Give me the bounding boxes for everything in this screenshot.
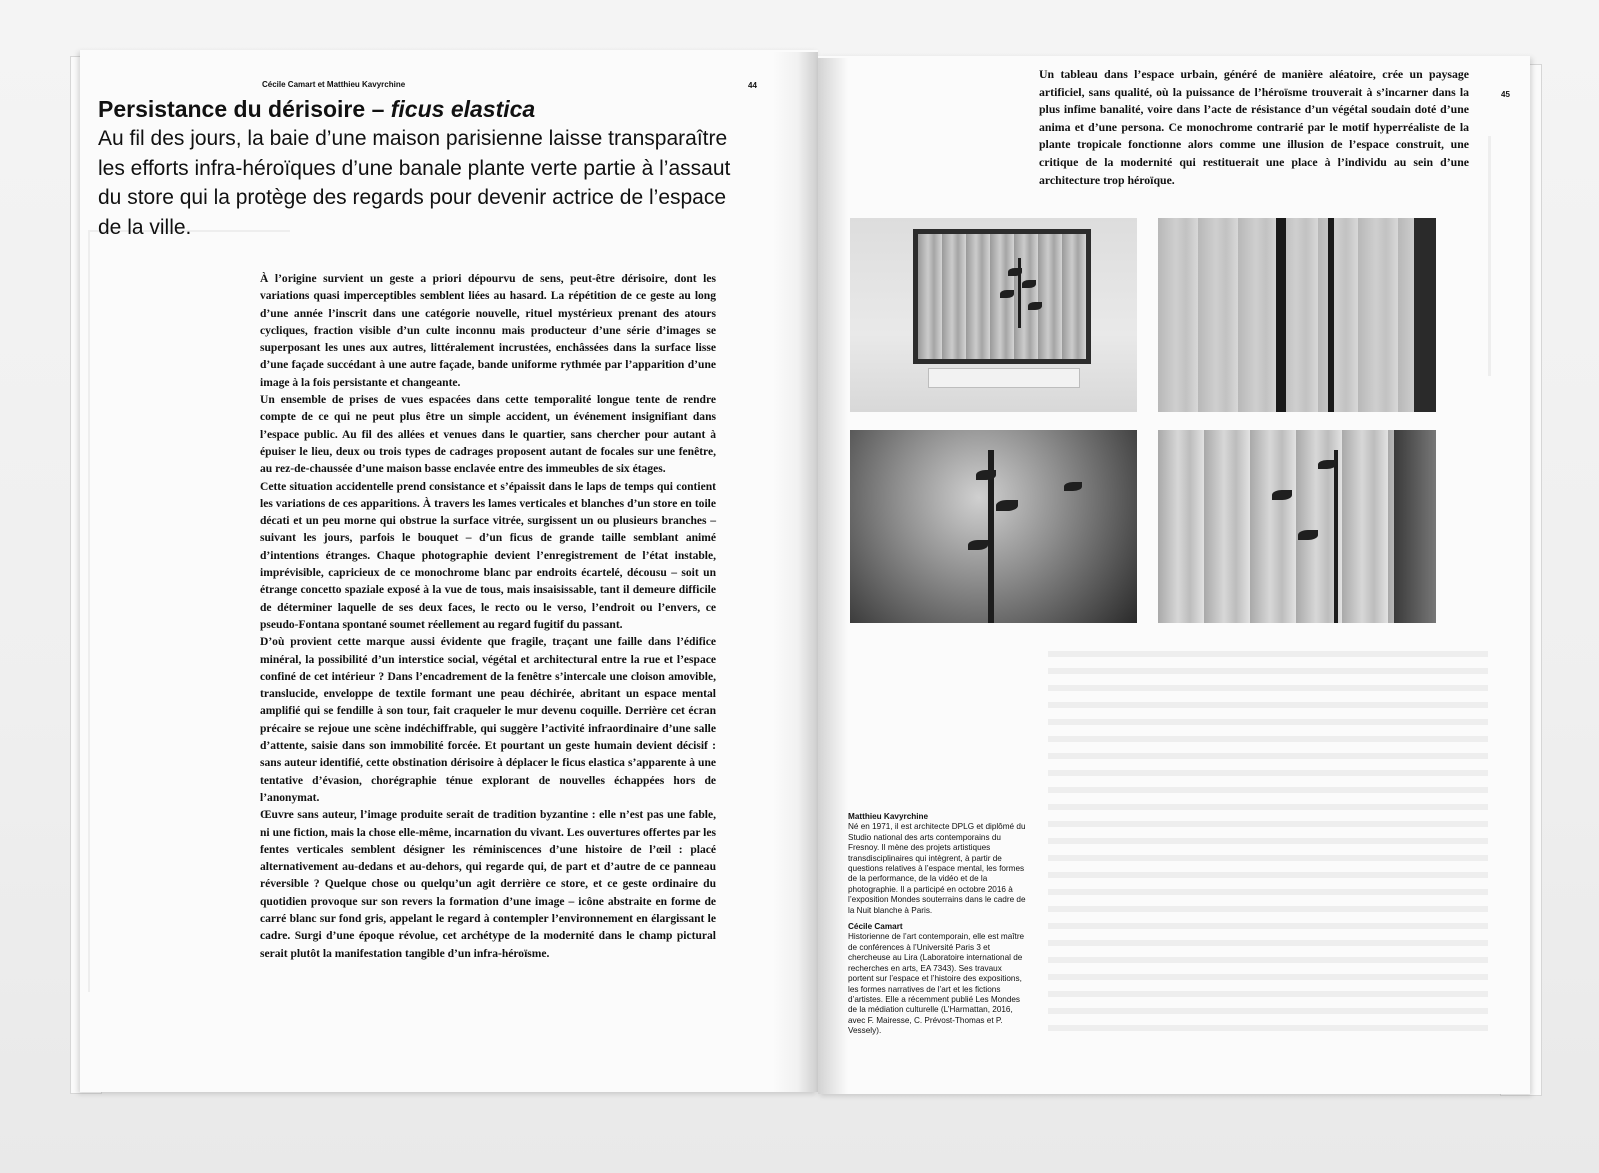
plant-leaf — [1000, 290, 1014, 298]
blind-gap — [1414, 218, 1436, 412]
title-italic: ficus elastica — [390, 96, 536, 122]
plant-leaf — [1064, 482, 1082, 491]
plant-stem — [1334, 450, 1338, 623]
body-paragraph: Cette situation accidentelle prend consistance et s’épaissit dans le laps de temps qui contient les variations de ces apparitions. À travers les lames verticales et blanches d’un store en toile décati et un peu morne qui obstrue la surface vitrée, surgissent un ou plusieurs branches – suivant les jours, parfois le bouquet – d’un ficus de grande taille semblant animé d’intentions étranges. Chaque photographie devient l’enregistrement de l’état instable, imprévisible, capricieux de ce monochrome blanc par endroits écartelé, décousu – soit un étrange concetto spaziale exposé à la vue de tous, mais insaisissable, tant il demeure difficile de déterminer laquelle de ses deux faces, le recto ou le verso, l’endroit ou l’envers, ce pseudo-Fontana spontané soumet réellement au regard fugitif du passant. — [260, 480, 716, 631]
author-bios — [848, 812, 1028, 1043]
body-paragraph: D’où provient cette marque aussi évidente que fragile, traçant une faille dans l’édifice minéral, la possibilité d’un interstice social, végétal et architectural entre la rue et l’espace confiné de cet intérieur ? Dans l’encadrement de la fenêtre s’intercale une cloison amovible, translucide, enveloppe de textile formant une peau déchirée, abritant un espace mental amplifié qui se fendille à son tour, fait craqueler le mur devenu coquille. Derrière cet écran précaire se rejoue une scène indéchiffrable, qui suggère l’activité infraordinaire d’une salle d’attente, saisie dans son immobilité forcée. Et pourtant un geste humain devient décisif : sans auteur identifié, cette obstination dérisoire à déplacer le ficus elastica s’apparente à une tentative d’évasion, chorégraphie ténue explorant de nouvelles échappées hors de l’anonymat. — [260, 636, 716, 804]
body-paragraph: Œuvre sans auteur, l’image produite serait de tradition byzantine : elle n’est pas une fable, ni une fiction, mais la chose elle-même, incarnation du vivant. Les ouvertures offertes par les fentes verticales semblent désigner les réminiscences d’une histoire de l’œil : placé alternativement au-dedans et au-dehors, qui regarde qui, de part et d’autre de ce panneau réversible ? Quelque chose ou quelqu’un agit derrière ce store, et ce geste ordinaire du quotidien provoque sur son revers la formation d’une image – icône abstraite en forme de carré blanc sur fond gris, appelant le regard à contempler l’environnement en élargissant le cadre. Surgi d’une époque révolue, cet archétype de la modernité dans le champ pictural serait plutôt la manifestation tangible d’un infra-héroïsme. — [260, 809, 716, 960]
window-sill — [928, 368, 1080, 388]
running-head: Cécile Camart et Matthieu Kavyrchine — [262, 80, 406, 89]
title-main: Persistance du dérisoire – — [98, 96, 391, 122]
article-body — [260, 271, 716, 963]
plant-leaf — [1022, 280, 1036, 288]
blind-gap — [1328, 218, 1334, 412]
bio-text: Né en 1971, il est architecte DPLG et diplômé du Studio national des arts contemporains du Fresnoy. Il mène des projets artistiques transdisciplinaires qui intègrent, à partir de questions relatives à l’espace mental, les formes de la performance, de la vidéo et de la photographie. Il a participé en octobre 2016 à l’exposition Mondes souterrains dans le cadre de la Nuit blanche à Paris. — [848, 822, 1026, 915]
photo-dark-blinds-plant — [850, 430, 1137, 623]
bio-text: Historienne de l’art contemporain, elle est maître de conférences à l’Université Paris 3 et chercheuse au Lira (Laboratoire international de recherches en arts, EA 7343). Ses travaux portent sur l’espace et l’histoire des expositions, les formes narratives de l’art et les fictions d’artistes. Elle a récemment publié Les Mondes de la médiation culturelle (L’Harmattan, 2016, avec F. Mairesse, C. Prévost-Thomas et P. Vessely). — [848, 932, 1025, 1036]
page-number-right: 45 — [1501, 90, 1510, 99]
article-title — [98, 96, 535, 123]
bio-entry — [848, 922, 1028, 1036]
plant-leaf — [1272, 490, 1292, 500]
plant-leaf — [1298, 530, 1318, 540]
page-number-left: 44 — [748, 81, 757, 90]
bio-entry — [848, 812, 1028, 916]
photo-blinds-plant — [1158, 430, 1436, 623]
body-paragraph: À l’origine survient un geste a priori dépourvu de sens, peut-être dérisoire, dont les variations quasi imperceptibles semblent liées au hasard. La répétition de ce geste au long d’une année l’inscrit dans une catégorie nouvelle, rituel mystérieux prenant des atours cycliques, fraction visible d’un culte inconnu mais producteur d’une série d’images se superposant les unes aux autres, littéralement incrustées, enchâssées dans la surface lisse d’une façade succédant à une autre façade, bande uniforme rythmée par l’apparition d’une image à la fois persistante et changeante. — [260, 273, 716, 389]
right-intro-text: Un tableau dans l’espace urbain, généré de manière aléatoire, crée un paysage artificiel, sans qualité, où la puissance de l’héroïsme trouverait à s’incarner dans la plus infime banalité, voire dans l’acte de résistance d’un végétal soudain doté d’une anima et d’une persona. Ce monochrome contrarié par le motif hyperréaliste de la plante tropicale fonctionne alors comme une illusion de l’espace construit, une critique de la modernité qui restituerait une place à l’individu au sein d’une architecture trop héroïque. — [1039, 67, 1469, 187]
plant-leaf — [1008, 268, 1022, 276]
plant-leaf — [976, 470, 996, 480]
spine-shadow-left — [772, 52, 818, 1092]
body-paragraph: Un ensemble de prises de vues espacées dans cette temporalité longue tente de rendre compte de ce qui ne peut plus être un simple accident, un événement insignifiant dans l’espace public. Au fil des allées et venues dans le quartier, sans chercher pour autant à épuiser le lieu, deux ou trois types de cadrages proposent autant de focales sur une fenêtre, au rez-de-chaussée d’une maison basse enclavée entre des immeubles de six étages. — [260, 394, 716, 476]
photo-window-plant — [850, 218, 1137, 412]
article-lead: Au fil des jours, la baie d’une maison parisienne laisse transparaître les efforts infra-héroïques d’une banale plante verte partie à l’assaut du store qui la protège des regards pour devenir actrice de l’espace de la ville. — [98, 127, 731, 239]
bio-name: Cécile Camart — [848, 922, 903, 932]
bio-name: Matthieu Kavyrchine — [848, 812, 929, 821]
building-edge — [1394, 430, 1436, 623]
plant-leaf — [1028, 302, 1042, 310]
spine-shadow-right — [818, 58, 848, 1094]
photo-blinds-slit — [1158, 218, 1436, 412]
left-page — [80, 50, 818, 1092]
plant-leaf — [968, 540, 988, 550]
plant-leaf — [996, 500, 1018, 511]
right-page — [818, 56, 1530, 1094]
plant-leaf — [1318, 460, 1336, 469]
blind-gap — [1276, 218, 1286, 412]
show-through-text — [1048, 651, 1488, 1031]
